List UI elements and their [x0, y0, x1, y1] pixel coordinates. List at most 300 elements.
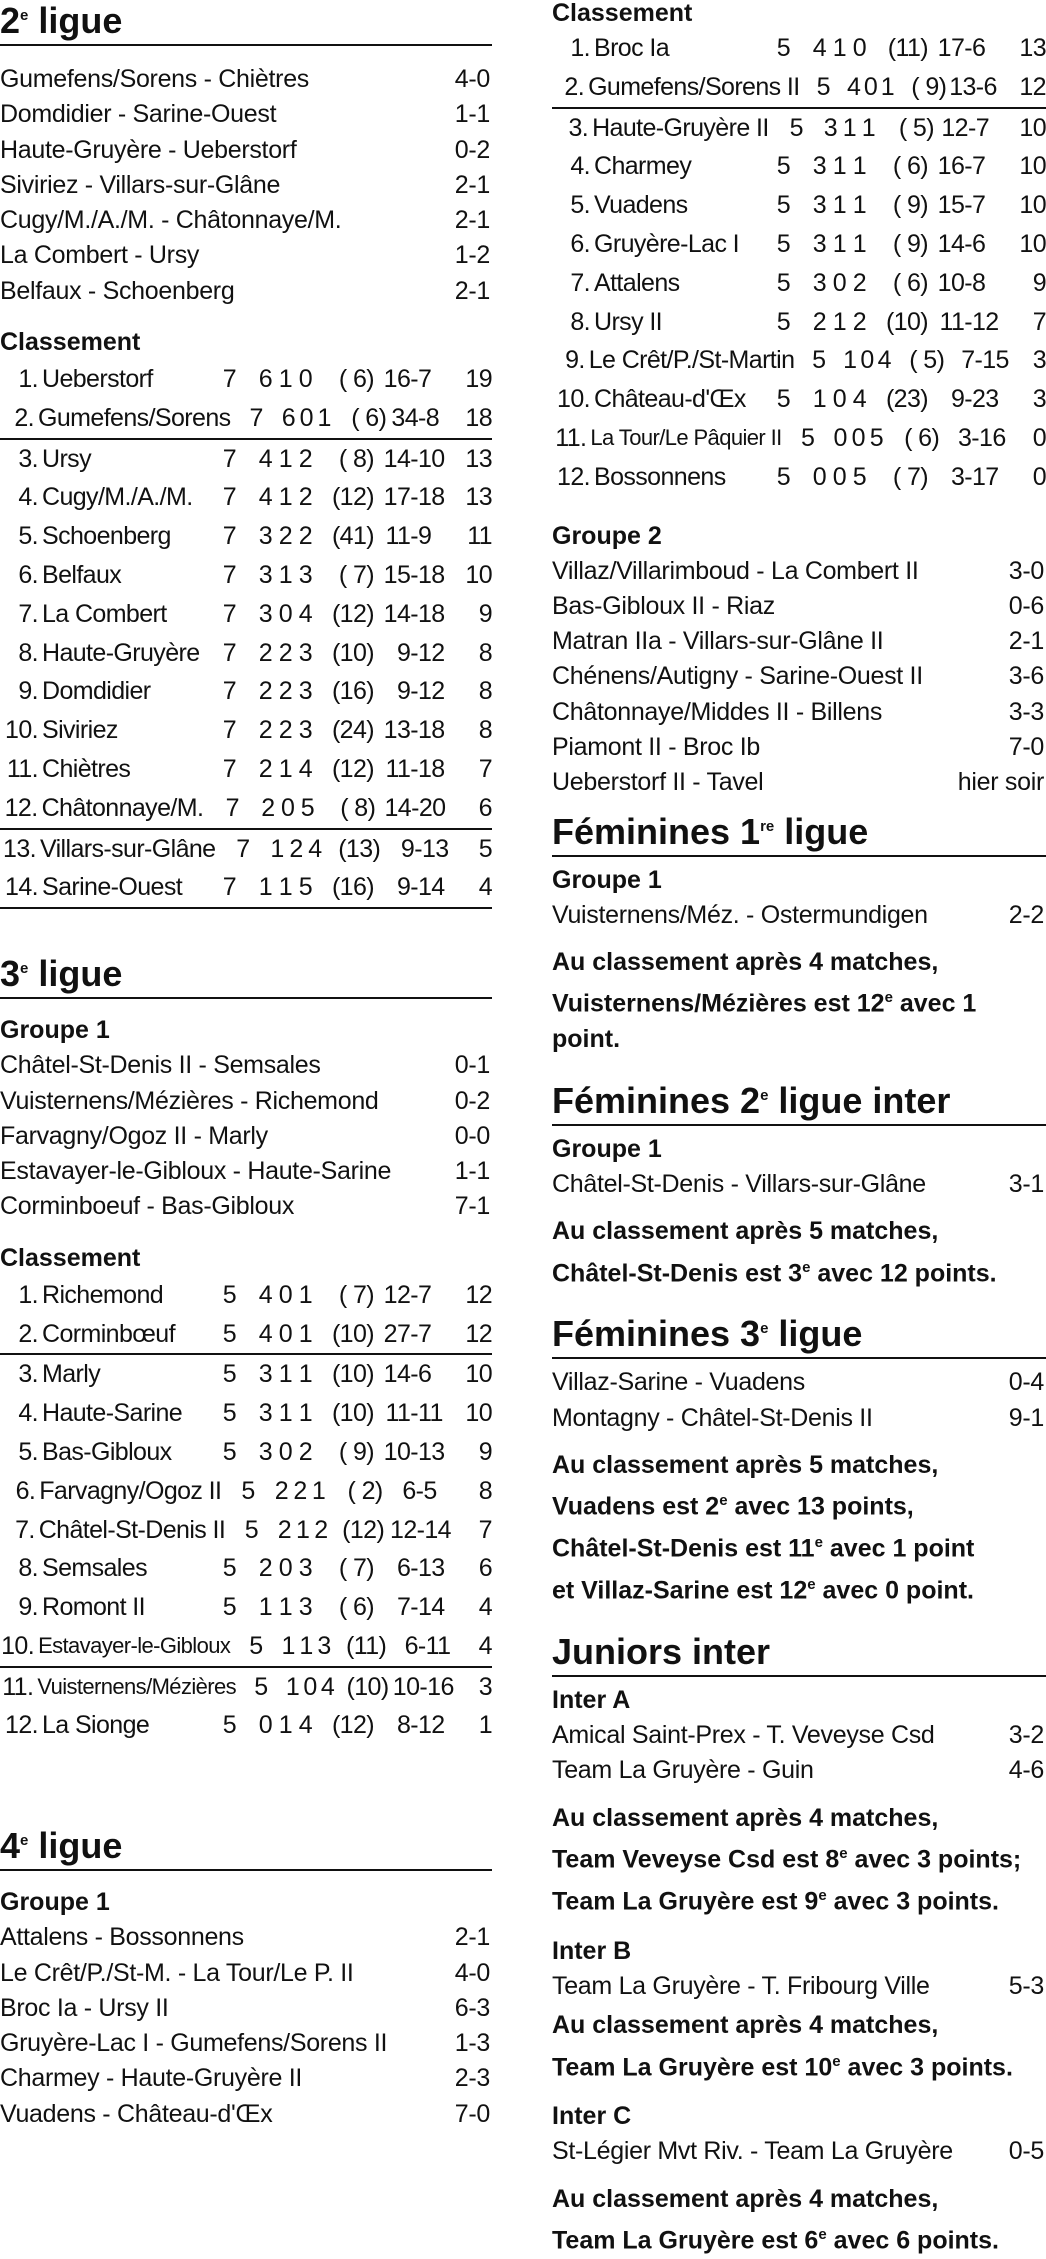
standings-row — [0, 1706, 492, 1745]
penalty-cell: ( 7) — [892, 462, 928, 491]
penalty-cell: ( 6) — [338, 1593, 374, 1622]
result-row — [0, 2097, 492, 2132]
results-g2 — [552, 554, 1046, 801]
inter-a-title: Inter A — [552, 1685, 631, 1714]
won-cell: 2 — [258, 716, 272, 745]
league-title-ji: Juniors inter — [552, 1631, 1046, 1677]
played-cell: 5 — [244, 1515, 259, 1544]
rank-cell: 1. — [570, 34, 590, 62]
drawn-cell: 0 — [278, 1437, 292, 1466]
result-row — [552, 730, 1046, 765]
goals-for-cell: 6- — [404, 1631, 426, 1660]
played-cell: 5 — [222, 1593, 236, 1622]
played-cell: 5 — [222, 1437, 236, 1466]
lost-cell: 1 — [317, 403, 331, 432]
team-cell: Haute-Sarine — [42, 1399, 183, 1428]
points-cell: 5 — [478, 834, 493, 863]
points-cell: 10 — [1019, 113, 1046, 142]
result-row — [0, 203, 492, 238]
standings-4e — [552, 29, 1046, 497]
results-inter-a — [552, 1718, 1046, 1789]
played-cell: 7 — [222, 755, 236, 784]
played-cell: 5 — [816, 72, 830, 101]
penalty-cell: ( 9) — [892, 191, 928, 220]
drawn-cell: 1 — [278, 561, 292, 590]
rank-cell: 2. — [14, 403, 35, 432]
match-name: Haute-Gruyère - Ueberstorf — [0, 135, 297, 164]
results-f1 — [552, 898, 1046, 933]
played-cell: 7 — [222, 677, 236, 706]
result-row — [552, 695, 1046, 730]
team-cell: Attalens — [594, 268, 680, 297]
won-cell: 1 — [843, 346, 857, 375]
standings-row — [0, 517, 492, 556]
won-cell: 2 — [258, 638, 272, 667]
goals-for-cell: 9- — [396, 638, 418, 667]
goals-for-cell: 16- — [937, 152, 972, 181]
points-cell: 6 — [478, 1554, 492, 1583]
standings-row — [0, 1588, 492, 1627]
drawn-cell: 1 — [278, 1360, 292, 1389]
note-inter-b-2: Team La Gruyère est 10e avec 3 points. — [552, 2052, 1013, 2081]
played-cell: 7 — [222, 365, 236, 394]
won-cell: 6 — [281, 403, 295, 432]
result-row — [0, 1084, 492, 1119]
goals-against-cell: 13 — [418, 1554, 445, 1583]
won-cell: 0 — [258, 1711, 272, 1740]
points-cell: 3 — [1032, 346, 1046, 375]
won-cell: 4 — [258, 1319, 272, 1348]
result-row — [0, 1956, 492, 1991]
lost-cell: 4 — [298, 755, 312, 784]
penalty-cell: ( 8) — [340, 793, 376, 822]
match-name: Villaz-Sarine - Vuadens — [552, 1368, 805, 1397]
won-cell: 3 — [812, 191, 826, 220]
right-column — [552, 0, 1046, 2259]
rank-cell: 6. — [15, 1476, 36, 1505]
rank-cell: 3. — [568, 113, 589, 142]
team-cell: Gumefens/Sorens — [38, 403, 231, 432]
match-score: 0-6 — [1008, 591, 1044, 620]
goals-against-cell: 12 — [418, 1711, 445, 1740]
won-cell: 2 — [258, 1554, 272, 1583]
penalty-cell: (10) — [885, 307, 928, 336]
drawn-cell: 0 — [278, 1319, 292, 1348]
lost-cell: 5 — [298, 873, 312, 902]
played-cell: 5 — [776, 385, 790, 414]
rank-cell: 3. — [18, 444, 38, 473]
drawn-cell: 2 — [278, 716, 292, 745]
points-cell: 9 — [478, 599, 492, 628]
standings-row — [0, 830, 492, 869]
won-cell: 2 — [812, 307, 826, 336]
penalty-cell: ( 7) — [338, 1280, 374, 1309]
lost-cell: 1 — [852, 152, 866, 181]
team-cell: La Sionge — [42, 1711, 150, 1740]
group-title-g2: Groupe 2 — [552, 521, 662, 550]
goals-for-cell: 10- — [392, 1672, 428, 1701]
rank-cell: 10. — [5, 716, 38, 745]
goals-against-cell: 6 — [972, 229, 986, 258]
drawn-cell: 1 — [278, 444, 292, 473]
standings-row — [0, 789, 492, 830]
result-row — [552, 554, 1046, 589]
penalty-cell: (12) — [331, 755, 374, 784]
points-cell: 12 — [465, 1319, 492, 1348]
penalty-cell: ( 2) — [347, 1476, 383, 1505]
rank-cell: 2. — [564, 72, 585, 101]
lost-cell: 5 — [852, 462, 866, 491]
note-inter-c-2: Team La Gruyère est 6e avec 6 points. — [552, 2226, 999, 2255]
standings-row — [0, 1315, 492, 1356]
match-name: Siviriez - Villars-sur-Glâne — [0, 170, 281, 199]
points-cell: 8 — [478, 638, 492, 667]
group-title-4e: Groupe 1 — [0, 1888, 110, 1917]
standings-row — [0, 1355, 492, 1394]
match-score: 2-1 — [454, 206, 490, 235]
inter-c-title: Inter C — [552, 2102, 632, 2131]
lost-cell: 0 — [298, 365, 312, 394]
note-f3-1: Au classement après 5 matches, — [552, 1450, 939, 1479]
penalty-cell: ( 8) — [338, 444, 374, 473]
note-inter-a-2: Team Veveyse Csd est 8e avec 3 points; — [552, 1845, 1022, 1874]
match-score: 6-3 — [454, 1993, 490, 2022]
lost-cell: 2 — [298, 522, 312, 551]
penalty-cell: (10) — [331, 638, 374, 667]
result-row — [552, 1718, 1046, 1753]
rank-cell: 3. — [18, 1360, 38, 1389]
won-cell: 6 — [258, 365, 272, 394]
played-cell: 5 — [222, 1319, 236, 1348]
standings-row — [0, 399, 492, 440]
match-score: 2-1 — [454, 1923, 490, 1952]
points-cell: 13 — [465, 444, 492, 473]
drawn-cell: 1 — [278, 1399, 292, 1428]
match-name: Matran IIa - Villars-sur-Glâne II — [552, 627, 884, 656]
team-cell: La Tour/Le Pâquier II — [590, 424, 782, 450]
match-score: 2-3 — [454, 2064, 490, 2093]
standings-3e — [0, 1276, 492, 1746]
penalty-cell: (12) — [331, 483, 374, 512]
match-name: Bas-Gibloux II - Riaz — [552, 591, 775, 620]
standings-title-2e: Classement — [0, 328, 141, 357]
match-score: 4-6 — [1008, 1756, 1044, 1785]
lost-cell: 3 — [298, 716, 312, 745]
played-cell: 5 — [241, 1476, 255, 1505]
penalty-cell: (13) — [338, 834, 381, 863]
goals-against-cell: 18 — [418, 755, 445, 784]
won-cell: 3 — [823, 113, 838, 142]
rank-cell: 1. — [18, 365, 38, 394]
match-name: Piamont II - Broc Ib — [552, 733, 760, 762]
standings-row — [0, 556, 492, 595]
rank-cell: 7. — [15, 1515, 35, 1544]
goals-for-cell: 14- — [384, 793, 419, 822]
penalty-cell: ( 5) — [898, 113, 934, 142]
match-score: hier soir — [957, 768, 1044, 797]
rank-cell: 9. — [18, 677, 38, 706]
goals-against-cell: 18 — [418, 599, 445, 628]
team-cell: Belfaux — [42, 561, 122, 590]
points-cell: 10 — [465, 1360, 492, 1389]
drawn-cell: 1 — [842, 113, 857, 142]
match-score: 1-1 — [454, 1157, 490, 1186]
standings-row — [552, 109, 1046, 148]
match-name: Vuadens - Château-d'Œx — [0, 2099, 273, 2128]
match-name: Attalens - Bossonnens — [0, 1923, 244, 1952]
lost-cell: 2 — [852, 307, 866, 336]
penalty-cell: (10) — [331, 1319, 374, 1348]
lost-cell: 1 — [880, 72, 895, 101]
match-name: Farvagny/Ogoz II - Marly — [0, 1121, 268, 1150]
goals-for-cell: 17- — [383, 483, 418, 512]
team-cell: Châtonnaye/M. — [41, 793, 204, 822]
drawn-cell: 1 — [278, 1593, 292, 1622]
goals-for-cell: 7- — [396, 1593, 418, 1622]
result-row — [552, 1401, 1046, 1436]
goals-against-cell: 18 — [418, 561, 445, 590]
drawn-cell: 1 — [295, 1515, 310, 1544]
standings-row — [0, 672, 492, 711]
match-name: Ueberstorf II - Tavel — [552, 768, 764, 797]
penalty-cell: (16) — [331, 677, 374, 706]
points-cell: 0 — [1032, 423, 1046, 452]
goals-for-cell: 17- — [937, 34, 972, 62]
result-row — [552, 1753, 1046, 1788]
penalty-cell: (16) — [331, 873, 374, 902]
won-cell: 2 — [277, 1515, 291, 1544]
penalty-cell: (10) — [346, 1672, 389, 1701]
goals-against-cell: 6 — [983, 72, 997, 101]
rank-cell: 9. — [18, 1593, 38, 1622]
goals-for-cell: 6- — [396, 1554, 418, 1583]
league-title-2e: 2e ligue — [0, 0, 492, 46]
won-cell: 3 — [258, 522, 272, 551]
match-name: Villaz/Villarimboud - La Combert II — [552, 556, 919, 585]
played-cell: 7 — [222, 599, 236, 628]
won-cell: 1 — [258, 873, 272, 902]
lost-cell: 5 — [869, 423, 884, 452]
match-score: 7-1 — [454, 1192, 490, 1221]
standings-row — [0, 1668, 492, 1707]
played-cell: 7 — [222, 638, 236, 667]
penalty-cell: ( 6) — [338, 365, 374, 394]
league-title-f2: Féminines 2e ligue inter — [552, 1080, 1046, 1126]
won-cell: 1 — [270, 834, 284, 863]
rank-cell: 6. — [18, 561, 38, 590]
goals-against-cell: 11 — [418, 1399, 443, 1428]
match-score: 0-5 — [1008, 2137, 1044, 2166]
lost-cell: 3 — [298, 1593, 312, 1622]
lost-cell: 1 — [298, 1399, 312, 1428]
goals-for-cell: 11- — [385, 755, 418, 784]
played-cell: 5 — [776, 229, 790, 258]
goals-for-cell: 7- — [961, 346, 983, 375]
rank-cell: 11. — [555, 423, 587, 452]
goals-for-cell: 13- — [949, 72, 984, 101]
penalty-cell: ( 9) — [892, 229, 928, 258]
drawn-cell: 1 — [278, 365, 292, 394]
lost-cell: 2 — [298, 444, 312, 473]
penalty-cell: ( 6) — [904, 423, 940, 452]
lost-cell: 3 — [298, 638, 312, 667]
goals-against-cell: 7 — [972, 191, 986, 220]
result-row — [0, 2026, 492, 2061]
lost-cell: 3 — [317, 1631, 331, 1660]
points-cell: 7 — [478, 755, 492, 784]
played-cell: 7 — [222, 716, 236, 745]
goals-against-cell: 16 — [979, 423, 1006, 452]
match-name: Vuisternens/Mézières - Richemond — [0, 1086, 379, 1115]
goals-for-cell: 14- — [383, 599, 418, 628]
rank-cell: 5. — [18, 1437, 38, 1466]
team-cell: Estavayer-le-Gibloux — [38, 1632, 231, 1658]
result-row — [0, 1048, 492, 1083]
goals-for-cell: 13- — [383, 716, 418, 745]
team-cell: Ursy — [42, 444, 91, 473]
points-cell: 13 — [1019, 34, 1046, 62]
points-cell: 11 — [467, 522, 492, 551]
result-row — [0, 133, 492, 168]
penalty-cell: (23) — [885, 385, 928, 414]
played-cell: 5 — [249, 1631, 263, 1660]
drawn-cell: 2 — [293, 1476, 307, 1505]
won-cell: 4 — [812, 34, 826, 62]
won-cell: 2 — [261, 793, 275, 822]
match-score: 1-2 — [454, 241, 490, 270]
note-f3-4: et Villaz-Sarine est 12e avec 0 point. — [552, 1576, 974, 1605]
won-cell: 3 — [812, 152, 826, 181]
match-name: Corminboeuf - Bas-Gibloux — [0, 1192, 295, 1221]
standings-row — [552, 264, 1046, 303]
penalty-cell: (10) — [331, 1360, 374, 1389]
played-cell: 5 — [800, 423, 815, 452]
match-name: Vuisternens/Méz. - Ostermundigen — [552, 900, 928, 929]
points-cell: 8 — [478, 716, 492, 745]
match-score: 2-1 — [454, 276, 490, 305]
standings-row — [552, 29, 1046, 68]
penalty-cell: ( 6) — [892, 268, 928, 297]
note-inter-c-1: Au classement après 4 matches, — [552, 2184, 939, 2213]
team-cell: Schoenberg — [42, 522, 171, 551]
points-cell: 12 — [465, 1280, 492, 1309]
played-cell: 5 — [222, 1554, 236, 1583]
results-inter-b — [552, 1969, 1046, 2004]
standings-row — [0, 440, 492, 479]
penalty-cell: ( 5) — [909, 346, 945, 375]
points-cell: 7 — [478, 1515, 492, 1544]
standings-row — [0, 1472, 492, 1511]
played-cell: 7 — [222, 522, 236, 551]
drawn-cell: 1 — [832, 307, 846, 336]
goals-for-cell: 12- — [383, 1280, 418, 1309]
played-cell: 5 — [776, 191, 790, 220]
match-score: 9-1 — [1008, 1403, 1044, 1432]
note-inter-a-3: Team La Gruyère est 9e avec 3 points. — [552, 1886, 999, 1916]
result-row — [0, 1189, 492, 1224]
goals-against-cell: 20 — [418, 793, 446, 822]
standings-row — [0, 478, 492, 517]
team-cell: Haute-Gruyère — [42, 638, 200, 667]
rank-cell: 8. — [18, 638, 38, 667]
goals-against-cell: 12 — [418, 638, 445, 667]
result-row — [552, 1365, 1046, 1400]
results-f3 — [552, 1365, 1046, 1436]
team-cell: Château-d'Œx — [594, 385, 746, 414]
match-name: Amical Saint-Prex - T. Veveyse Csd — [552, 1720, 935, 1749]
drawn-cell: 0 — [278, 1280, 292, 1309]
points-cell: 4 — [478, 1631, 492, 1660]
won-cell: 3 — [258, 561, 272, 590]
goals-against-cell: 6 — [418, 1360, 432, 1389]
result-row — [552, 765, 1046, 800]
team-cell: Richemond — [42, 1280, 164, 1309]
match-name: Belfaux - Schoenberg — [0, 276, 235, 305]
match-score: 3-3 — [1008, 697, 1044, 726]
match-name: Montagny - Châtel-St-Denis II — [552, 1403, 873, 1432]
league-title-f1: Féminines 1re ligue — [552, 811, 1046, 857]
note-f3-2: Vuadens est 2e avec 13 points, — [552, 1492, 914, 1521]
penalty-cell: (11) — [887, 34, 928, 62]
team-cell: Gruyère-Lac I — [594, 229, 740, 258]
match-score: 3-1 — [1008, 1169, 1044, 1198]
rank-cell: 12. — [4, 793, 38, 822]
team-cell: Ueberstorf — [42, 365, 153, 394]
points-cell: 19 — [465, 365, 492, 394]
result-row — [552, 2134, 1046, 2169]
points-cell: 9 — [478, 1437, 492, 1466]
results-inter-c — [552, 2134, 1046, 2169]
rank-cell: 5. — [570, 191, 590, 220]
rank-cell: 4. — [570, 152, 590, 181]
standings-row — [0, 595, 492, 634]
standings-title-4e: Classement — [552, 0, 693, 27]
won-cell: 1 — [812, 385, 826, 414]
points-cell: 7 — [1032, 307, 1046, 336]
result-row — [552, 659, 1046, 694]
results-3e — [0, 1048, 492, 1224]
won-cell: 3 — [258, 599, 272, 628]
goals-for-cell: 6- — [402, 1476, 424, 1505]
won-cell: 3 — [258, 1399, 272, 1428]
results-f2 — [552, 1167, 1046, 1202]
won-cell: 3 — [812, 229, 826, 258]
match-score: 2-1 — [1008, 627, 1044, 656]
goals-against-cell: 7 — [972, 152, 986, 181]
points-cell: 10 — [1019, 191, 1046, 220]
won-cell: 0 — [833, 423, 847, 452]
goals-for-cell: 11- — [385, 522, 418, 551]
points-cell: 10 — [465, 561, 492, 590]
team-cell: Romont II — [42, 1593, 145, 1622]
lost-cell: 4 — [320, 1672, 335, 1701]
drawn-cell: 1 — [832, 34, 846, 62]
points-cell: 10 — [1019, 229, 1046, 258]
standings-row — [0, 868, 492, 909]
lost-cell: 0 — [852, 34, 866, 62]
league-title-4e: 4e ligue — [0, 1825, 492, 1871]
points-cell: 4 — [478, 873, 492, 902]
match-score: 1-1 — [454, 100, 490, 129]
goals-for-cell: 16- — [383, 365, 418, 394]
team-cell: Le Crêt/P./St-Martin — [588, 346, 795, 375]
match-name: La Combert - Ursy — [0, 241, 200, 270]
goals-for-cell: 9- — [400, 834, 422, 863]
match-name: Estavayer-le-Gibloux - Haute-Sarine — [0, 1157, 392, 1186]
drawn-cell: 0 — [299, 403, 313, 432]
rank-cell: 4. — [18, 1399, 38, 1428]
rank-cell: 10. — [1, 1631, 35, 1660]
